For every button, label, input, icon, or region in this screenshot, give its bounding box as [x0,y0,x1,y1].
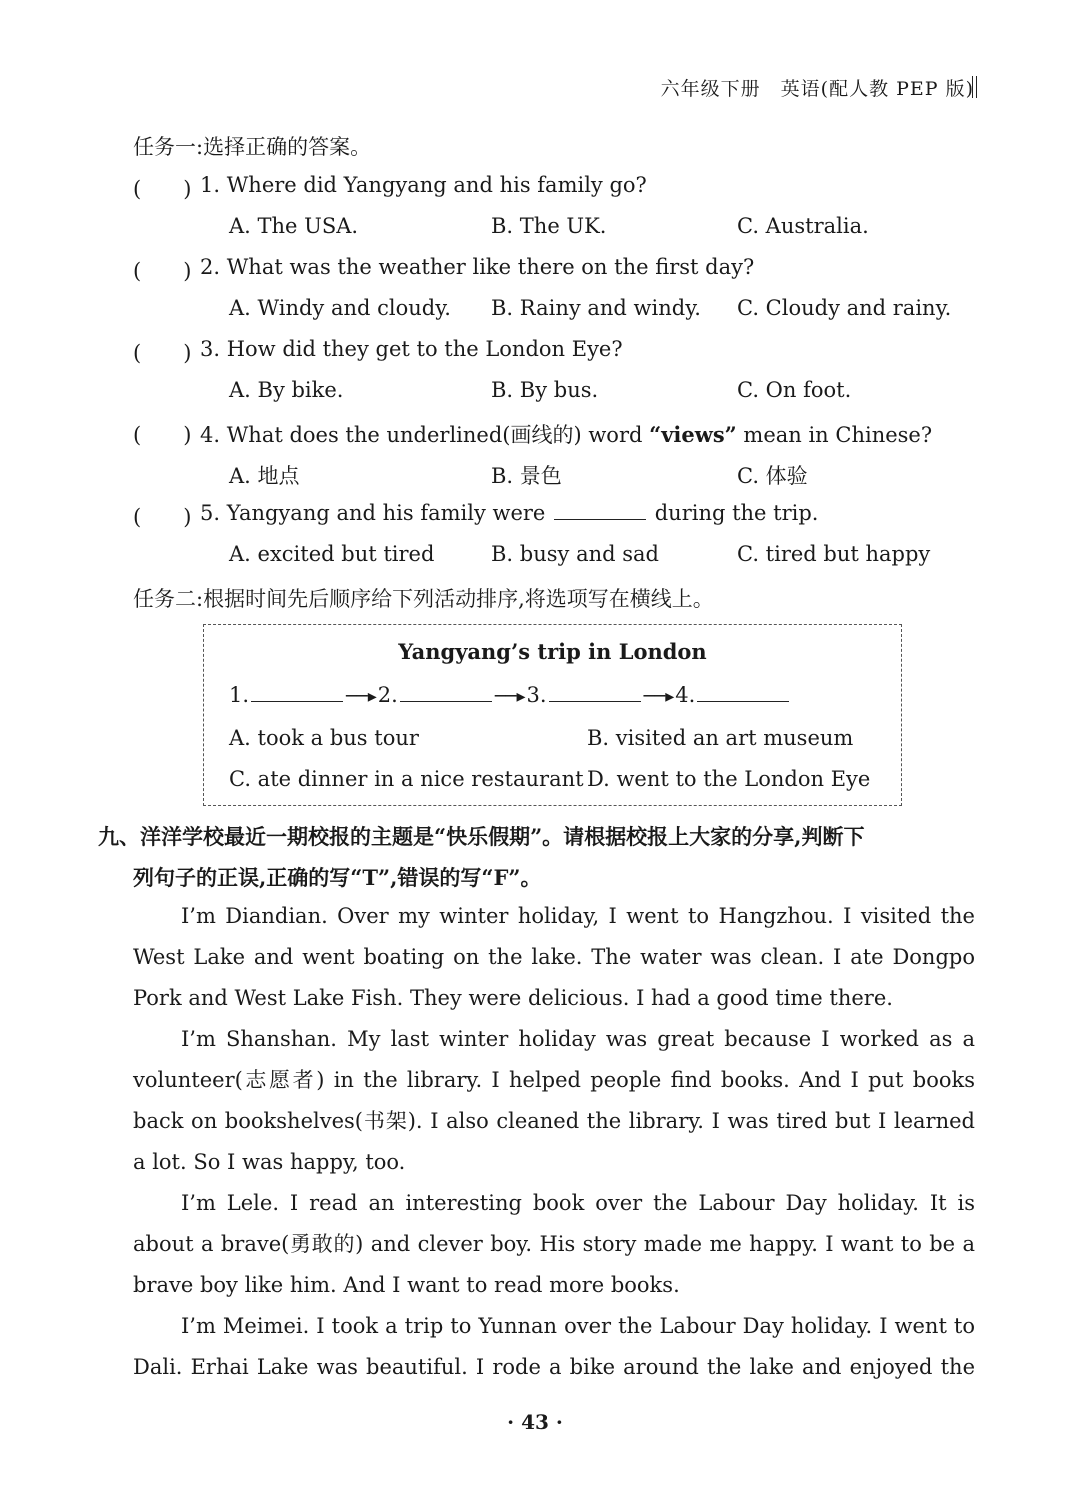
question-4-stem-post: mean in Chinese? [736,423,933,447]
seq-label-4: 4. [675,683,696,707]
running-header: 六年级下册 英语(配人教 PEP 版) [660,78,974,100]
section9-title-line1: 九、洋洋学校最近一期校报的主题是“快乐假期”。请根据校报上大家的分享,判断下 [98,824,865,849]
q3-option-c: C. On foot. [737,378,852,402]
q4-option-c: C. 体验 [737,464,808,488]
q5-option-a: A. excited but tired [229,542,435,566]
question-5-stem [200,501,818,525]
q2-option-b: B. Rainy and windy. [491,296,701,320]
question-4-stem [200,419,932,449]
trip-order-box [203,624,902,806]
question-5-stem-post: during the trip. [648,501,819,525]
answer-paren-5[interactable]: ( ) [133,505,192,529]
q1-option-a: A. The USA. [229,214,359,238]
activity-option-c: C. ate dinner in a nice restaurant [229,767,584,791]
q5-option-b: B. busy and sad [491,542,659,566]
header-bar-decoration [972,76,977,98]
q4-option-b: B. 景色 [491,464,562,488]
reading-passage [133,896,975,1388]
seq-blank-4[interactable] [697,683,789,702]
activity-option-d: D. went to the London Eye [587,767,871,791]
q3-option-b: B. By bus. [491,378,599,402]
question-5-blank[interactable] [554,501,646,520]
q5-option-c: C. tired but happy [737,542,931,566]
q1-option-b: B. The UK. [491,214,607,238]
question-2-stem: 2. What was the weather like there on the first day? [200,255,755,279]
seq-blank-2[interactable] [400,683,492,702]
task2-title: 任务二:根据时间先后顺序给下列活动排序,将选项写在横线上。 [133,587,714,611]
task1-title: 任务一:选择正确的答案。 [133,135,372,159]
q2-option-c: C. Cloudy and rainy. [737,296,952,320]
sequence-row [229,683,791,707]
section9-title-line2: 列句子的正误,正确的写“T”,错误的写“F”。 [133,865,542,890]
answer-paren-1[interactable]: ( ) [133,177,192,201]
seq-label-2: 2. [377,683,398,707]
q1-option-c: C. Australia. [737,214,869,238]
activity-option-b: B. visited an art museum [587,726,854,750]
answer-paren-4[interactable]: ( ) [133,423,192,447]
question-5-stem-pre: 5. Yangyang and his family were [200,501,553,525]
question-4-keyword: “views” [649,422,737,447]
passage-paragraph-shanshan: I’m Shanshan. My last winter holiday was great because I worked as a volunteer(志愿者) in the library. I helped people find books. And I put books back on bookshelves(书架). I also cleaned the library. I was tired but I learned a lot. So I was happy, too. [133,1027,975,1174]
trip-box-title: Yangyang’s trip in London [398,639,707,664]
q3-option-a: A. By bike. [229,378,344,402]
q4-option-a: A. 地点 [229,464,300,488]
activity-option-a: A. took a bus tour [229,726,419,750]
question-3-stem: 3. How did they get to the London Eye? [200,337,623,361]
arrow-icon: ──▸ [643,686,675,707]
answer-paren-3[interactable]: ( ) [133,341,192,365]
arrow-icon: ──▸ [494,686,526,707]
seq-label-1: 1. [229,683,250,707]
passage-paragraph-meimei: I’m Meimei. I took a trip to Yunnan over the Labour Day holiday. I went to Dali. Erhai Lake was beautiful. I rode a bike around the lake and enjoyed the [133,1314,975,1379]
passage-paragraph-lele: I’m Lele. I read an interesting book over the Labour Day holiday. It is about a brave(勇敢的) and clever boy. His story made me happy. I want to be a brave boy like him. And I want to read more books. [133,1191,975,1297]
seq-blank-3[interactable] [549,683,641,702]
seq-blank-1[interactable] [251,683,343,702]
seq-label-3: 3. [526,683,547,707]
question-4-stem-pre: 4. What does the underlined(画线的) word [200,423,650,447]
page-number: · 43 · [507,1410,563,1434]
passage-paragraph-diandian: I’m Diandian. Over my winter holiday, I went to Hangzhou. I visited the West Lake and went boating on the lake. The water was clean. I ate Dongpo Pork and West Lake Fish. They were delicious. I had a good time there. [133,904,975,1010]
arrow-icon: ──▸ [346,686,377,707]
question-1-stem: 1. Where did Yangyang and his family go? [200,173,647,197]
answer-paren-2[interactable]: ( ) [133,259,192,283]
q2-option-a: A. Windy and cloudy. [229,296,451,320]
